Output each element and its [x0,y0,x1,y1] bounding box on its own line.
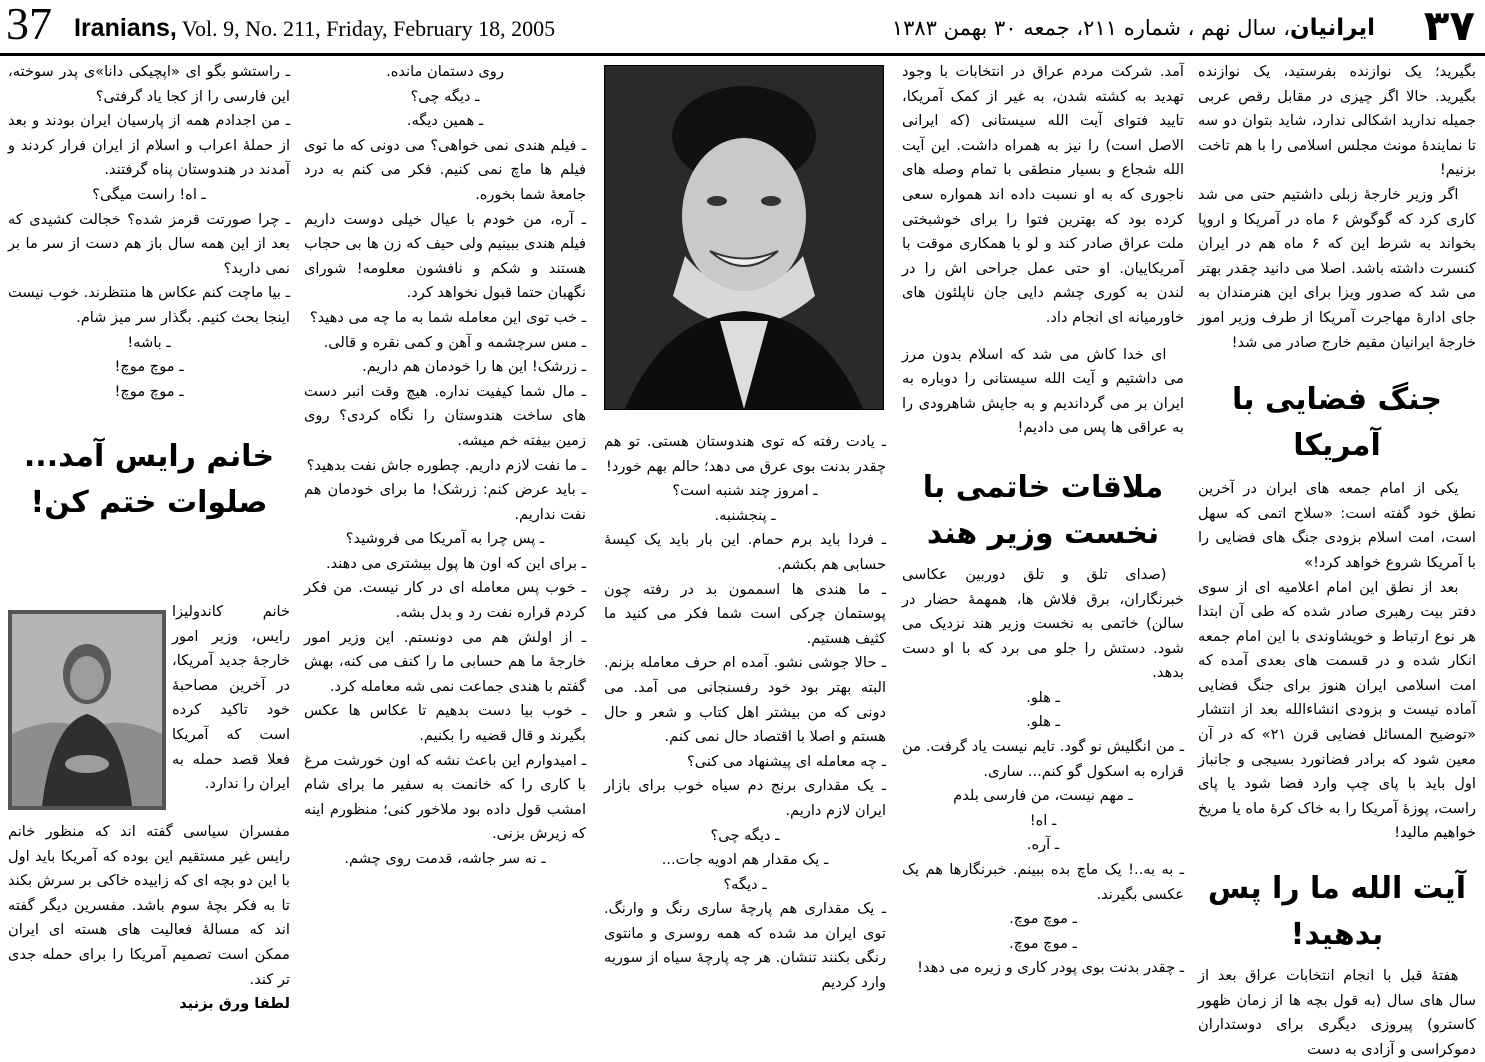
paragraph: یکی از امام جمعه های ایران در آخرین نطق خود گفته است: «سلاح اتمی که سهل است، امت اسلام بزودی جنگ های فضایی را با آمریکا شروع خواهد کرد!» [1198,480,1476,571]
dialogue-line: ـ باشه! [127,333,171,351]
paragraph: مفسران سیاسی گفته اند که منظور خانم رایس غیر مستقیم این بوده که آمریکا باید اول با این دو بچه ای که زاییده خاکی بر سرش بکند تا به فکر بچهٔ سوم باشد. مفسرین دیگر گفته اند که مسالهٔ فعالیت های هسته ای ایران ممکن است تصمیم آمریکا را برای حمله جدی تر کند. [8,823,290,988]
column-3 [604,430,886,1040]
paragraph: بگیرید؛ یک نوازنده بفرستید، یک نوازنده بگیرید. حالا اگر چیزی در مقابل رقص عربی جمیله ندارید اشکالی ندارد، شاید بتوان دو سه تا نمایندهٔ مونث مجلس اسلامی را با هم تاخت بزنیم! [1198,63,1476,179]
publication-info: Vol. 9, No. 211, Friday, February 18, 2005 [176,16,556,41]
dialogue-line: ـ امیدوارم این باعث نشه که اون خورشت مرغ با کاری را که خانمت به سفیر ما برای شام امشب قول داده بود ملاخور کنی؛ منظورم اینه که زیرش بزنی. [304,751,586,843]
dialogue-line: ـ امروز چند شنبه است؟ [672,482,818,500]
dialogue-line: ـ مهم نیست، من فارسی بلدم [953,787,1133,805]
dialogue-line: ـ به به..! یک ماچ بده ببینم. خبرنگارها هم یک عکسی بگیرند. [902,861,1184,903]
publication-name: Iranians, [74,14,177,42]
dialogue-line: ـ آره، من خودم با عیال خیلی دوست داریم فیلم هندی ببینیم ولی حیف که زن ها بی حجاب هستند و شکم و نافشون معلومه! شورای نگهبان حتما قبول نخواهد کرد. [304,210,586,302]
rice-article-body [8,820,290,1017]
headline-khatami-line1: ملاقات خاتمی با [922,469,1164,505]
dialogue-line: ـ مال شما کیفیت نداره. هیچ وقت انبر دست های ساخت هندوستان را نگاه کردی؟ روی زمین بیفته خم میشه. [304,382,586,449]
rice-mona-lisa-cartoon [8,610,166,810]
dialogue-line: ـ مس سرچشمه و آهن و کمی نقره و قالی. [323,333,586,351]
dialogue-line: ـ خوب بیا دست بدهیم تا عکاس ها عکس بگیرند و قال قضیه را بکنیم. [304,702,586,745]
rice-article-intro: خانم کاندولیزا رایس، وزیر امور خارجهٔ جدید آمریکا، در آخرین مصاحبهٔ خود تاکید کرده است که آمریکا فعلا قصد حمله به ایران را ندارد. [172,603,290,793]
dialogue-line: ـ از اولش هم می دونستم. این وزیر امور خارجهٔ ما هم حسابی ما را کنف می کنه، بهش گفتم با هندی جماعت نمی شه معامله کرد. [304,628,586,695]
headline-rice-line2: صلوات ختم کن! [30,485,268,521]
dialogue-line: ـ یک مقداری هم پارچهٔ ساری رنگ و وارنگ. توی ایران مد شده که همه روسری و مانتوی رنگی بکنند تنشان. هر چه پارچهٔ سیاه از سوریه وارد کردیم [604,900,886,992]
dialogue-line: ـ ما نفت لازم داریم. چطوره جاش نفت بدهید؟ [306,456,586,474]
dialogue-line: ـ یک مقداری برنج دم سیاه خوب برای بازار ایران لازم داریم. [604,777,886,819]
khatami-photo [604,65,884,410]
dialogue-line: ـ ما هندی ها اسممون بد در رفته چون پوستمان چرکی است شما فکر می کنید ما کثیف هستیم. [604,580,886,647]
column-1 [1198,60,1477,1058]
dialogue-line: ـ فردا باید برم حمام. این بار باید یک کیسهٔ حسابی هم بکشم. [604,531,886,573]
dialogue-line: ـ هلو. [1026,713,1060,731]
dialogue-line: ـ پنجشنبه. [714,506,776,524]
page-header [0,0,1485,56]
dialogue-line: ـ نه سر جاشه، قدمت روی چشم. [344,850,546,867]
dialogue-line: ـ چقدر بدنت بوی پودر کاری و زیره می دهد! [917,959,1184,977]
dialogue-line: ـ دیگه؟ [723,875,767,893]
publication-name-persian: ایرانیان [1289,15,1375,41]
headline-khatami-line2: نخست وزیر هند [926,515,1160,551]
dialogue-line: ـ دیگه چی؟ [710,826,780,844]
paragraph: آمد. شرکت مردم عراق در انتخابات با وجود تهدید به کشته شدن، به غیر از کمک آمریکا، تایید فتوای آیت الله سیستانی (که ایرانی الاصل است) را نیز به همراه داشت. این آیت الله شجاع و بسیار منطقی با تمام وصله های ناجوری که به او نسبت داده اند همواره سعی کرده بود که بهترین فتوا را برای خوشبختی ملت عراق صادر کند و لو با همکاری موقت با آمریکاییان. او حتی عمل جراحی اش را در لندن به کوری چشم دایی جان ناپلئون های خاورمیانه ای انجام داد. [902,63,1184,326]
dialogue-line: ـ خوب پس معامله ای در کار نیست. من فکر کردم قراره نفت رد و بدل بشه. [304,579,586,622]
dialogue-line: ـ من اجدادم همه از پارسیان ایران بودند و بعد از حملهٔ اعراب و اسلام از ایران فرار کردند و آمدند در هندوستان پناه گرفتند. [8,112,290,179]
paragraph: هفتهٔ قبل با انجام انتخابات عراق بعد از سال های سال (به قول بچه ها از زمان ظهور کاسترو) پیروزی دیگری برای دوستداران دموکراسی و آزادی به دست [1198,967,1476,1058]
column-2 [902,60,1184,1040]
paragraph: ای خدا کاش می شد که اسلام بدون مرز می داشتیم و آیت الله سیستانی را دوباره به ایران بر می گرداندیم و به جایش شاهرودی را به عراقی ها پس می دادیم! [902,345,1184,437]
dialogue-line: ـ زرشک! این ها را خودمان هم داریم. [362,358,586,376]
dialogue-line: ـ موچ موچ. [1009,934,1077,952]
headline-ayatollah: آیت الله ما را پس بدهید! [1207,871,1467,953]
dialogue-line: ـ من انگلیش نو گود. تایم نیست یاد گرفت. من قراره به اسکول گو کنم... ساری. [902,738,1184,780]
dialogue-line: ـ اه! [1029,811,1057,829]
dialogue-line: ـ برای این که اون ها پول بیشتری می دهند. [325,554,586,572]
publication-info-persian: ، سال نهم ، شماره ۲۱۱، جمعه ۳۰ بهمن ۱۳۸۳ [891,16,1290,40]
dialogue-line: ـ یک مقدار هم ادویه جات... [661,851,829,869]
dialogue-line: ـ خب توی این معامله شما به ما چه می دهید؟ [309,308,586,326]
dialogue-line: ـ آره. [1026,836,1060,854]
dialogue-line: ـ اه! راست میگی؟ [92,185,206,203]
dialogue-line: ـ چرا صورتت قرمز شده؟ خجالت کشیدی که بعد از این همه سال باز هم دست از سر ما بر نمی دارید؟ [8,210,290,277]
dialogue-line: ـ پس چرا به آمریکا می فروشید؟ [345,530,545,548]
publication-line-persian [892,14,1375,42]
publication-line-english [74,14,555,43]
page-number-right: ۳۷ [1423,1,1475,50]
turn-page-note: لطفا ورق بزنید [179,995,290,1013]
dialogue-line: ـ فیلم هندی نمی خواهی؟ می دونی که ما توی فیلم ها ماچ نمی کنیم. فکر می کنم به درد جامعهٔ شما بخوره. [304,136,586,203]
dialogue-line: ـ راستشو بگو ای «اپچیکی دانا»ی پدر سوخته، این فارسی را از کجا یاد گرفتی؟ [8,63,290,105]
dialogue-line: ـ باید عرض کنم: زرشک! ما برای خودمان هم نفت نداریم. [304,481,586,523]
headline-rice-line1: خانم رایس آمد... [23,439,275,475]
paragraph: اگر وزیر خارجهٔ زبلی داشتیم حتی می شد کاری کرد که گوگوش ۶ ماه در آمریکا و اروپا بخواند به شرط این که ۶ ماه هم در ایران کنسرت داشته باشد. اصلا می دانید چقدر بهتر می شد که صدور ویزا برای این هنرمندان به جای ادارهٔ مهاجرت آمریکا از طرف وزیر امور خارجهٔ ایرانیان مقیم خارج صادر می شد! [1198,185,1476,351]
paragraph: (صدای تلق و تلق دوربین عکاسی خبرنگاران، برق فلاش ها، همهمهٔ حضار در سالن) خاتمی به نخست وزیر هند نزدیک می شود. دستش را جلو می برد که با او دست بدهد. [902,565,1184,682]
dialogue-line: ـ همین دیگه. [406,112,484,130]
dialogue-line: ـ هلو. [1026,688,1060,706]
paragraph: بعد از نطق این امام اعلامیه ای از سوی دفتر بیت رهبری صادر شده که طی آن ابتدا هر نوع ارتباط و خویشاوندی با این امام جمعه انکار شده و در قسمت های بعدی آمده که امت اسلامی ایران هنوز برای جنگ فضایی آماده نیست و بزودی انشاءالله بعد از انتشار «توضیح المسائل فضایی قرن ۲۱» که در آن معین شود که برادر فضانورد بسیجی و جانباز اول باید با پای چپ وارد فضا شود یا پای راست، پوزهٔ آمریکا را به خاک کرهٔ ماه یا مریخ خواهیم مالید! [1198,578,1477,842]
dialogue-line: ـ یادت رفته که توی هندوستان هستی. تو هم چقدر بدنت بوی عرق می دهد؛ حالم بهم خورد! [604,433,886,475]
dialogue-line: ـ موچ موچ! [114,358,184,376]
dialogue-line: روی دستمان مانده. [386,63,504,80]
headline-space-war: جنگ فضایی با آمریکا [1231,382,1443,464]
cartoon-illustration [12,614,162,806]
dialogue-line: ـ بیا ماچت کنم عکاس ها منتظرند. خوب نیست اینجا بحث کنیم. بگذار سر میز شام. [8,284,290,326]
dialogue-line: ـ حالا جوشی نشو. آمده ام حرف معامله بزنم. البته بهتر بود خود رفسنجانی می آمد. می دونی که من بیشتر اهل کتاب و شعر و حال هستم و اصلا با اقتصاد حال نمی کنم. [604,654,886,746]
portrait-illustration [605,66,883,409]
dialogue-line: ـ دیگه چی؟ [410,87,480,105]
dialogue-line: ـ موچ موچ. [1009,910,1077,928]
column-4 [304,60,586,1040]
page-number-left: 37 [6,0,52,49]
dialogue-line: ـ موچ موچ! [114,382,184,400]
dialogue-line: ـ چه معامله ای پیشنهاد می کنی؟ [686,752,886,770]
